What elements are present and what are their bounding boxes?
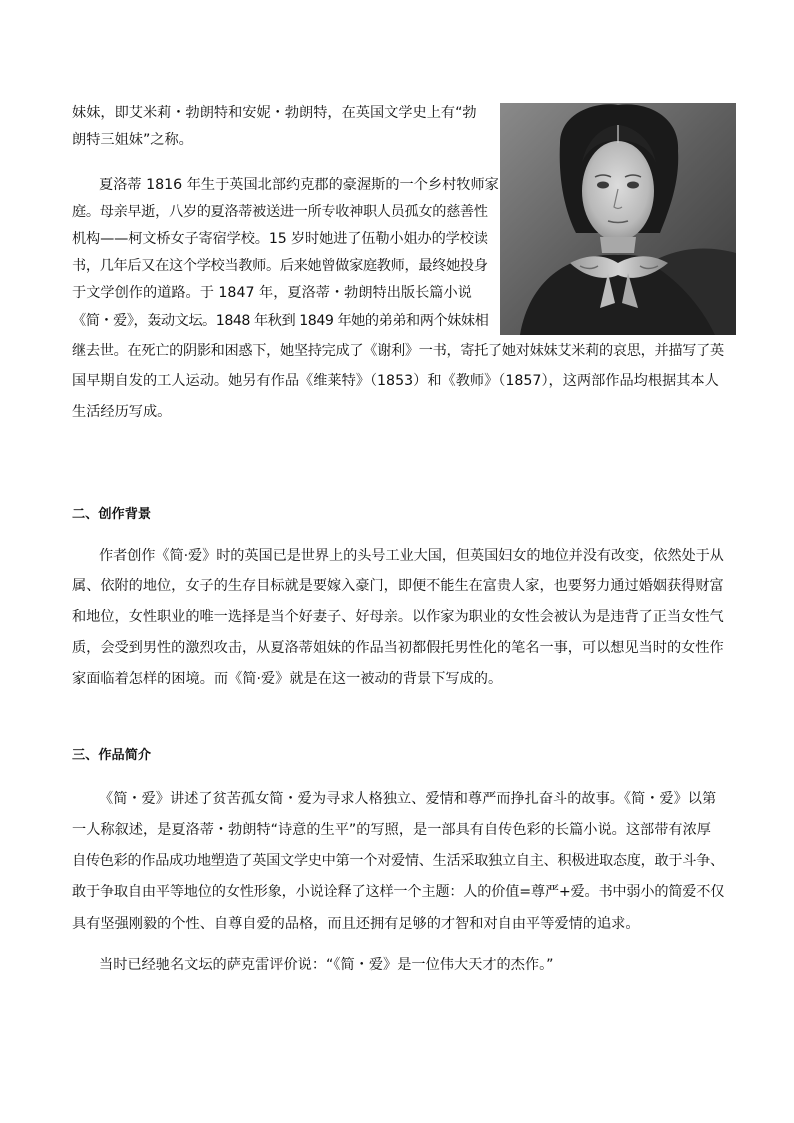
background-line-3: 和地位，女性职业的唯一选择是当个好妻子、好母亲。以作家为职业的女性会被认为是违背了正当女性气 — [72, 609, 724, 625]
background-line-4: 质，会受到男性的激烈攻击，从夏洛蒂姐妹的作品当初都假托男性化的笔名一事，可以想见当时的女性作 — [72, 640, 724, 656]
intro-line-7: 于文学创作的道路。于 1847 年，夏洛蒂・勃朗特出版长篇小说 — [72, 285, 472, 301]
intro-line-6: 书，几年后又在这个学校当教师。后来她曾做家庭教师，最终她投身 — [72, 258, 488, 274]
summary-line-4: 敢于争取自由平等地位的女性形象，小说诠释了这样一个主题：人的价值=尊严+爱。书中弱小的简爱不仅 — [72, 884, 725, 900]
intro-line-9: 继去世。在死亡的阴影和困惑下，她坚持完成了《谢利》一书，寄托了她对妹妹艾米莉的哀思，并描写了英 — [72, 343, 724, 359]
summary-line-2: 一人称叙述，是夏洛蒂・勃朗特“诗意的生平”的写照，是一部具有自传色彩的长篇小说。这部带有浓厚 — [72, 822, 711, 838]
author-portrait-photo — [500, 103, 736, 335]
summary-line-3: 自传色彩的作品成功地塑造了英国文学史中第一个对爱情、生活采取独立自主、积极进取态度，敢于斗争、 — [72, 853, 724, 869]
intro-line-8: 《简・爱》，轰动文坛。1848 年秋到 1849 年她的弟弟和两个妹妹相 — [72, 313, 489, 329]
background-line-2: 属、依附的地位，女子的生存目标就是要嫁入豪门，即便不能生在富贵人家，也要努力通过婚姻获得财富 — [72, 578, 724, 594]
section-heading-background: 二、创作背景 — [72, 507, 152, 522]
intro-line-3: 夏洛蒂 1816 年生于英国北部约克郡的豪渥斯的一个乡村牧师家 — [99, 177, 499, 193]
summary-line-5: 具有坚强刚毅的个性、自尊自爱的品格，而且还拥有足够的才智和对自由平等爱情的追求。 — [72, 916, 640, 932]
intro-line-1: 妹妹，即艾米莉・勃朗特和安妮・勃朗特，在英国文学史上有“勃 — [72, 105, 477, 121]
intro-line-2: 朗特三姐妹”之称。 — [72, 132, 193, 148]
section-heading-summary: 三、作品简介 — [72, 748, 152, 763]
intro-line-5: 机构——柯文桥女子寄宿学校。15 岁时她进了伍勒小姐办的学校读 — [72, 231, 488, 247]
summary-line-6: 当时已经驰名文坛的萨克雷评价说：“《简・爱》是一位伟大天才的杰作。” — [99, 957, 554, 973]
intro-line-4: 庭。母亲早逝，八岁的夏洛蒂被送进一所专收神职人员孤女的慈善性 — [72, 204, 488, 220]
intro-line-11: 生活经历写成。 — [72, 404, 172, 420]
background-line-1: 作者创作《简·爱》时的英国已是世界上的头号工业大国，但英国妇女的地位并没有改变，依然处于从 — [99, 548, 724, 564]
background-line-5: 家面临着怎样的困境。而《简·爱》就是在这一被动的背景下写成的。 — [72, 671, 503, 687]
intro-line-10: 国早期自发的工人运动。她另有作品《维莱特》（1853）和《教师》（1857），这两部作品均根据其本人 — [72, 373, 719, 389]
summary-line-1: 《简・爱》讲述了贫苦孤女简・爱为寻求人格独立、爱情和尊严而挣扎奋斗的故事。《简・爱》以第 — [99, 791, 717, 807]
